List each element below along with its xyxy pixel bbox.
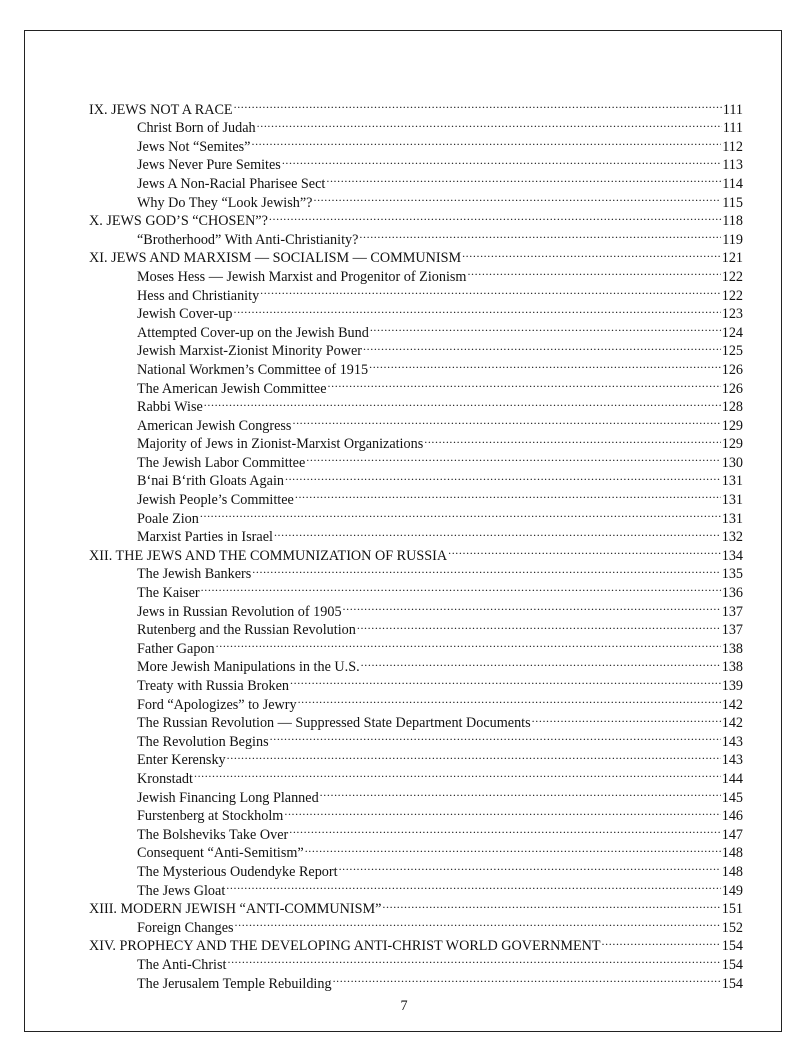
toc-entry-page: 129: [721, 417, 743, 434]
toc-entry-title: The Jewish Labor Committee: [137, 454, 306, 471]
toc-entry-title: The American Jewish Committee: [137, 380, 327, 397]
toc-entry-page: 111: [722, 101, 743, 118]
toc-entry-title: Attempted Cover-up on the Jewish Bund: [137, 324, 369, 341]
toc-dot-leader: [194, 764, 721, 783]
toc-dot-leader: [295, 485, 721, 504]
toc-entry-page: 126: [721, 380, 743, 397]
toc-entry-title: Why Do They “Look Jewish”?: [137, 194, 313, 211]
toc-dot-leader: [204, 393, 721, 412]
toc-entry-page: 124: [721, 324, 743, 341]
toc-entry-page: 145: [721, 789, 743, 806]
toc-entry-title: American Jewish Congress: [137, 417, 292, 434]
toc-entry-title: “Brotherhood” With Anti-Christianity?: [137, 231, 359, 248]
toc-dot-leader: [320, 783, 721, 802]
toc-entry-page: 131: [721, 510, 743, 527]
toc-entry-title: Foreign Changes: [137, 919, 234, 936]
toc-chapter-entry[interactable]: [89, 95, 743, 118]
toc-dot-leader: [201, 578, 721, 597]
toc-entry-page: 114: [722, 175, 743, 192]
toc-entry-title: Jewish People’s Committee: [137, 492, 294, 509]
toc-dot-leader: [462, 244, 721, 263]
toc-entry-page: 123: [721, 306, 743, 323]
toc-dot-leader: [602, 932, 721, 951]
toc-dot-leader: [260, 281, 721, 300]
toc-entry-page: 154: [721, 938, 743, 955]
toc-entry-page: 144: [721, 770, 743, 787]
toc-dot-leader: [216, 634, 721, 653]
toc-entry-page: 111: [722, 120, 743, 137]
toc-dot-leader: [363, 337, 721, 356]
toc-dot-leader: [357, 616, 721, 635]
toc-entry-title: B‘nai B‘rith Gloats Again: [137, 473, 284, 490]
toc-dot-leader: [306, 448, 720, 467]
toc-entry-title: IX. JEWS NOT A RACE: [89, 101, 233, 118]
toc-entry-title: XIV. PROPHECY AND THE DEVELOPING ANTI-CHRIST WORLD GOVERNMENT: [89, 938, 601, 955]
toc-entry-title: Consequent “Anti-Semitism”: [137, 845, 304, 862]
toc-entry-page: 113: [722, 157, 743, 174]
toc-dot-leader: [284, 802, 720, 821]
toc-dot-leader: [339, 857, 721, 876]
toc-entry-page: 122: [721, 268, 743, 285]
toc-entry-page: 143: [721, 733, 743, 750]
toc-entry-title: The Kaiser: [137, 585, 200, 602]
toc-entry-title: Father Gapon: [137, 640, 215, 657]
toc-dot-leader: [234, 95, 722, 114]
toc-entry-title: Rutenberg and the Russian Revolution: [137, 622, 356, 639]
toc-dot-leader: [226, 876, 720, 895]
toc-entry-page: 122: [721, 287, 743, 304]
toc-entry-page: 148: [721, 845, 743, 862]
toc-entry-page: 135: [721, 566, 743, 583]
toc-entry-title: Treaty with Russia Broken: [137, 678, 289, 694]
toc-dot-leader: [305, 839, 721, 858]
toc-dot-leader: [285, 467, 721, 486]
toc-entry-page: 142: [721, 696, 743, 713]
toc-entry-title: Jews Never Pure Semites: [137, 157, 281, 174]
toc-entry-page: 119: [722, 231, 743, 248]
toc-entry-page: 137: [721, 603, 743, 620]
toc-entry-page: 128: [721, 399, 743, 416]
toc-entry-title: XIII. MODERN JEWISH “ANTI-COMMUNISM”: [89, 901, 382, 918]
toc-entry-page: 139: [721, 678, 743, 694]
toc-entry-title: The Anti-Christ: [137, 956, 227, 973]
toc-entry-title: More Jewish Manipulations in the U.S.: [137, 659, 360, 676]
toc-entry-page: 149: [721, 882, 743, 899]
toc-dot-leader: [467, 262, 720, 281]
toc-entry-page: 130: [721, 454, 743, 471]
toc-entry-title: Kronstadt: [137, 770, 193, 787]
toc-entry-title: The Mysterious Oudendyke Report: [137, 863, 338, 880]
toc-dot-leader: [382, 895, 720, 914]
toc-entry-page: 115: [722, 194, 743, 211]
toc-dot-leader: [252, 560, 720, 579]
toc-entry-page: 129: [721, 436, 743, 453]
toc-entry-page: 138: [721, 640, 743, 657]
toc-dot-leader: [200, 504, 721, 523]
toc-entry-title: The Jerusalem Temple Rebuilding: [137, 975, 332, 992]
toc-entry-title: XII. THE JEWS AND THE COMMUNIZATION OF RUSSIA: [89, 547, 448, 564]
toc-entry-page: 138: [721, 659, 743, 676]
toc-entry-page: 131: [721, 492, 743, 509]
toc-entry-title: Christ Born of Judah: [137, 120, 256, 137]
toc-entry-page: 136: [721, 585, 743, 602]
toc-entry-title: Rabbi Wise: [137, 399, 203, 416]
toc-entry-page: 154: [721, 956, 743, 973]
toc-entry-page: 118: [722, 213, 743, 230]
toc-dot-leader: [298, 690, 721, 709]
toc-entry-title: Jews Not “Semites”: [137, 138, 251, 155]
toc-dot-leader: [257, 114, 722, 133]
toc-dot-leader: [274, 523, 721, 542]
toc-entry-page: 151: [721, 901, 743, 918]
table-of-contents: [89, 95, 743, 992]
toc-entry-title: Ford “Apologizes” to Jewry: [137, 696, 297, 713]
toc-entry-page: 148: [721, 863, 743, 880]
toc-dot-leader: [359, 225, 721, 244]
toc-dot-leader: [333, 969, 721, 988]
toc-entry-page: 142: [721, 715, 743, 732]
toc-entry-title: Jewish Marxist-Zionist Minority Power: [137, 343, 363, 360]
toc-entry-page: 132: [721, 529, 743, 546]
toc-dot-leader: [448, 541, 721, 560]
toc-entry-page: 143: [721, 752, 743, 769]
toc-entry-title: The Russian Revolution — Suppressed State Department Documents: [137, 715, 531, 732]
toc-dot-leader: [251, 132, 721, 151]
toc-entry-title: Enter Kerensky: [137, 752, 226, 769]
toc-dot-leader: [370, 318, 721, 337]
toc-entry-title: The Revolution Begins: [137, 733, 269, 750]
toc-entry-page: 146: [721, 808, 743, 825]
toc-entry-page: 125: [721, 343, 743, 360]
toc-entry-title: The Jewish Bankers: [137, 566, 252, 583]
toc-dot-leader: [235, 913, 721, 932]
toc-entry-page: 131: [721, 473, 743, 490]
toc-entry-title: Moses Hess — Jewish Marxist and Progenitor of Zionism: [137, 268, 467, 285]
toc-entry-title: Poale Zion: [137, 510, 199, 527]
toc-entry-title: Jews A Non-Racial Pharisee Sect: [137, 175, 326, 192]
toc-entry-title: Furstenberg at Stockholm: [137, 808, 284, 825]
toc-entry-title: Marxist Parties in Israel: [137, 529, 273, 546]
toc-dot-leader: [227, 950, 720, 969]
toc-entry-page: 121: [721, 250, 743, 267]
toc-dot-leader: [424, 430, 721, 449]
toc-entry-title: National Workmen’s Committee of 1915: [137, 361, 369, 378]
toc-entry-title: Majority of Jews in Zionist-Marxist Organizations: [137, 436, 424, 453]
toc-dot-leader: [326, 169, 721, 188]
toc-entry-title: X. JEWS GOD’S “CHOSEN”?: [89, 213, 268, 230]
toc-entry-title: Jewish Financing Long Planned: [137, 789, 319, 806]
toc-entry-title: Jewish Cover-up: [137, 306, 233, 323]
toc-entry-page: 137: [721, 622, 743, 639]
toc-dot-leader: [532, 709, 721, 728]
toc-dot-leader: [328, 374, 721, 393]
toc-dot-leader: [313, 188, 721, 207]
toc-dot-leader: [233, 300, 720, 319]
toc-dot-leader: [289, 820, 720, 839]
toc-entry-page: 154: [721, 975, 743, 992]
toc-entry-page: 112: [722, 138, 743, 155]
toc-dot-leader: [361, 653, 721, 672]
toc-dot-leader: [369, 355, 721, 374]
toc-entry-title: Jews in Russian Revolution of 1905: [137, 603, 342, 620]
toc-entry-page: 147: [721, 826, 743, 843]
toc-entry-title: Hess and Christianity: [137, 287, 260, 304]
toc-dot-leader: [270, 727, 721, 746]
toc-dot-leader: [269, 207, 721, 226]
toc-entry-page: 152: [721, 919, 743, 936]
toc-dot-leader: [343, 597, 721, 616]
toc-dot-leader: [282, 151, 721, 170]
page-number: 7: [400, 998, 408, 1014]
toc-entry-page: 134: [721, 547, 743, 564]
toc-entry-title: The Jews Gloat: [137, 882, 226, 899]
toc-dot-leader: [290, 671, 721, 690]
toc-dot-leader: [292, 411, 720, 430]
toc-dot-leader: [227, 746, 721, 765]
toc-entry-title: XI. JEWS AND MARXISM — SOCIALISM — COMMUNISM: [89, 250, 462, 267]
toc-entry-title: The Bolsheviks Take Over: [137, 826, 289, 843]
toc-entry-page: 126: [721, 361, 743, 378]
